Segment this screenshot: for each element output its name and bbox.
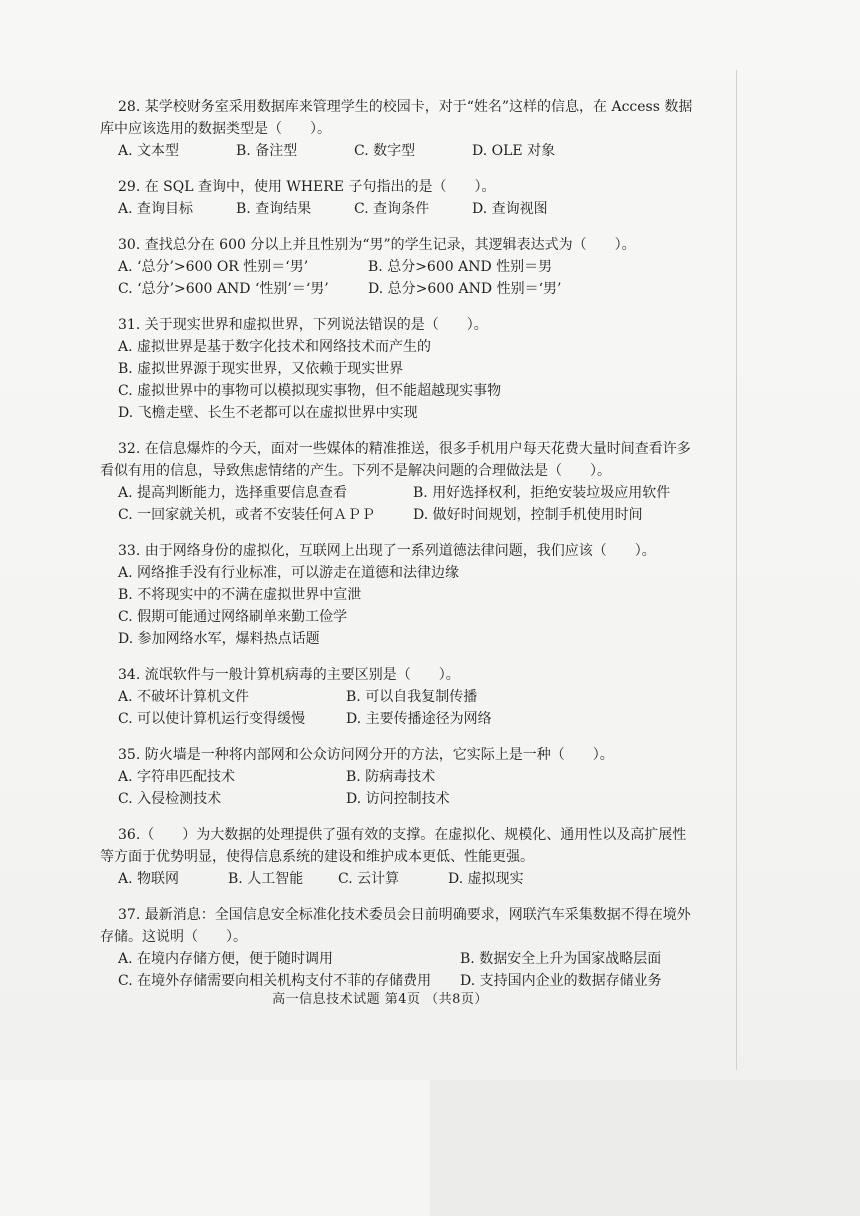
question-stem: 33. 由于网络身份的虚拟化，互联网上出现了一系列道德法律问题，我们应该（ ）。	[118, 543, 656, 559]
option-b[interactable]: B. 备注型	[236, 143, 298, 159]
question-36	[100, 824, 700, 890]
question-37	[100, 904, 700, 992]
question-31	[100, 314, 700, 424]
option-d[interactable]: D. 虚拟现实	[448, 871, 524, 887]
option-b[interactable]: B. 虚拟世界源于现实世界，又依赖于现实世界	[118, 361, 404, 377]
option-b[interactable]: B. 可以自我复制传播	[346, 689, 478, 705]
options-row	[100, 278, 700, 300]
options-row	[100, 686, 700, 708]
question-stem: 31. 关于现实世界和虚拟世界，下列说法错误的是（ ）。	[118, 317, 488, 333]
option-d[interactable]: D. 主要传播途径为网络	[346, 711, 492, 727]
option-c[interactable]: C. ‘总分’>600 AND ‘性别’＝‘男’	[118, 281, 329, 297]
option-a[interactable]: A. 网络推手没有行业标准，可以游走在道德和法律边缘	[118, 565, 460, 581]
page-footer: 高一信息技术试题 第4页 （共8页）	[272, 992, 488, 1007]
question-stem: 30. 查找总分在 600 分以上并且性别为“男”的学生记录，其逻辑表达式为（ ）。	[118, 237, 636, 253]
options-row	[100, 256, 700, 278]
options-row	[100, 504, 700, 526]
option-d[interactable]: D. 做好时间规划，控制手机使用时间	[413, 507, 643, 523]
option-d[interactable]: D. 支持国内企业的数据存储业务	[460, 973, 662, 989]
option-c[interactable]: C. 查询条件	[354, 201, 430, 217]
question-stem: 28. 某学校财务室采用数据库来管理学生的校园卡，对于“姓名”这样的信息，在 Access 数据库中应该选用的数据类型是（ ）。	[100, 99, 693, 137]
option-a[interactable]: A. 不破坏计算机文件	[118, 689, 250, 705]
question-stem: 35. 防火墙是一种将内部网和公众访问网分开的方法，它实际上是一种（ ）。	[118, 747, 614, 763]
question-list	[100, 96, 700, 1006]
question-32	[100, 438, 700, 526]
option-a[interactable]: A. 虚拟世界是基于数字化技术和网络技术而产生的	[118, 339, 432, 355]
option-a[interactable]: A. 查询目标	[118, 201, 194, 217]
option-c[interactable]: C. 一回家就关机，或者不安装任何ＡＰＰ	[118, 507, 376, 523]
option-c[interactable]: C. 云计算	[338, 871, 400, 887]
option-c[interactable]: C. 假期可能通过网络刷单来勤工俭学	[118, 609, 348, 625]
question-29	[100, 176, 700, 220]
option-a[interactable]: A. 在境内存储方便，便于随时调用	[118, 951, 334, 967]
options-row	[100, 140, 700, 162]
options-row	[100, 868, 700, 890]
options-row	[100, 766, 700, 788]
option-a[interactable]: A. 字符串匹配技术	[118, 769, 236, 785]
question-35	[100, 744, 700, 810]
question-28	[100, 96, 700, 162]
scan-background	[0, 1080, 860, 1216]
option-c[interactable]: C. 入侵检测技术	[118, 791, 222, 807]
question-stem: 36.（ ）为大数据的处理提供了强有效的支撑。在虚拟化、规模化、通用性以及高扩展性等方面于优势明显，使得信息系统的建设和维护成本更低、性能更强。	[100, 827, 687, 865]
question-stem: 37. 最新消息：全国信息安全标准化技术委员会日前明确要求，网联汽车采集数据不得在境外存储。这说明（ ）。	[100, 907, 691, 945]
question-34	[100, 664, 700, 730]
options-row	[100, 708, 700, 730]
options-row	[100, 198, 700, 220]
question-33	[100, 540, 700, 650]
options-row	[100, 948, 700, 970]
binding-margin	[736, 70, 789, 1070]
options-row	[100, 482, 700, 504]
scan-sheet-edge	[0, 1080, 430, 1216]
question-stem: 29. 在 SQL 查询中，使用 WHERE 子句指出的是（ ）。	[118, 179, 496, 195]
option-b[interactable]: B. 防病毒技术	[346, 769, 436, 785]
option-a[interactable]: A. 物联网	[118, 871, 180, 887]
option-b[interactable]: B. 用好选择权利，拒绝安装垃圾应用软件	[413, 485, 671, 501]
option-b[interactable]: B. 数据安全上升为国家战略层面	[460, 951, 662, 967]
question-stem: 32. 在信息爆炸的今天，面对一些媒体的精准推送，很多手机用户每天花费大量时间查看许多看似有用的信息，导致焦虑情绪的产生。下列不是解决问题的合理做法是（ ）。	[100, 441, 691, 479]
option-b[interactable]: B. 总分>600 AND 性别＝男	[368, 259, 553, 275]
option-b[interactable]: B. 不将现实中的不满在虚拟世界中宣泄	[118, 587, 362, 603]
option-b[interactable]: B. 查询结果	[236, 201, 312, 217]
option-c[interactable]: C. 在境外存储需要向相关机构支付不菲的存储费用	[118, 973, 432, 989]
option-b[interactable]: B. 人工智能	[228, 871, 304, 887]
option-d[interactable]: D. 查询视图	[472, 201, 548, 217]
option-d[interactable]: D. 访问控制技术	[346, 791, 450, 807]
option-c[interactable]: C. 虚拟世界中的事物可以模拟现实事物，但不能超越现实事物	[118, 383, 502, 399]
question-30	[100, 234, 700, 300]
option-d[interactable]: D. 飞檐走壁、长生不老都可以在虚拟世界中实现	[118, 405, 418, 421]
option-c[interactable]: C. 数字型	[354, 143, 416, 159]
option-d[interactable]: D. 参加网络水军，爆料热点话题	[118, 631, 320, 647]
option-a[interactable]: A. ‘总分’>600 OR 性别＝‘男’	[118, 259, 309, 275]
option-a[interactable]: A. 文本型	[118, 143, 180, 159]
option-c[interactable]: C. 可以使计算机运行变得缓慢	[118, 711, 306, 727]
options-row	[100, 788, 700, 810]
option-d[interactable]: D. OLE 对象	[472, 143, 556, 159]
option-a[interactable]: A. 提高判断能力，选择重要信息查看	[118, 485, 348, 501]
option-d[interactable]: D. 总分>600 AND 性别＝‘男’	[368, 281, 562, 297]
question-stem: 34. 流氓软件与一般计算机病毒的主要区别是（ ）。	[118, 667, 460, 683]
